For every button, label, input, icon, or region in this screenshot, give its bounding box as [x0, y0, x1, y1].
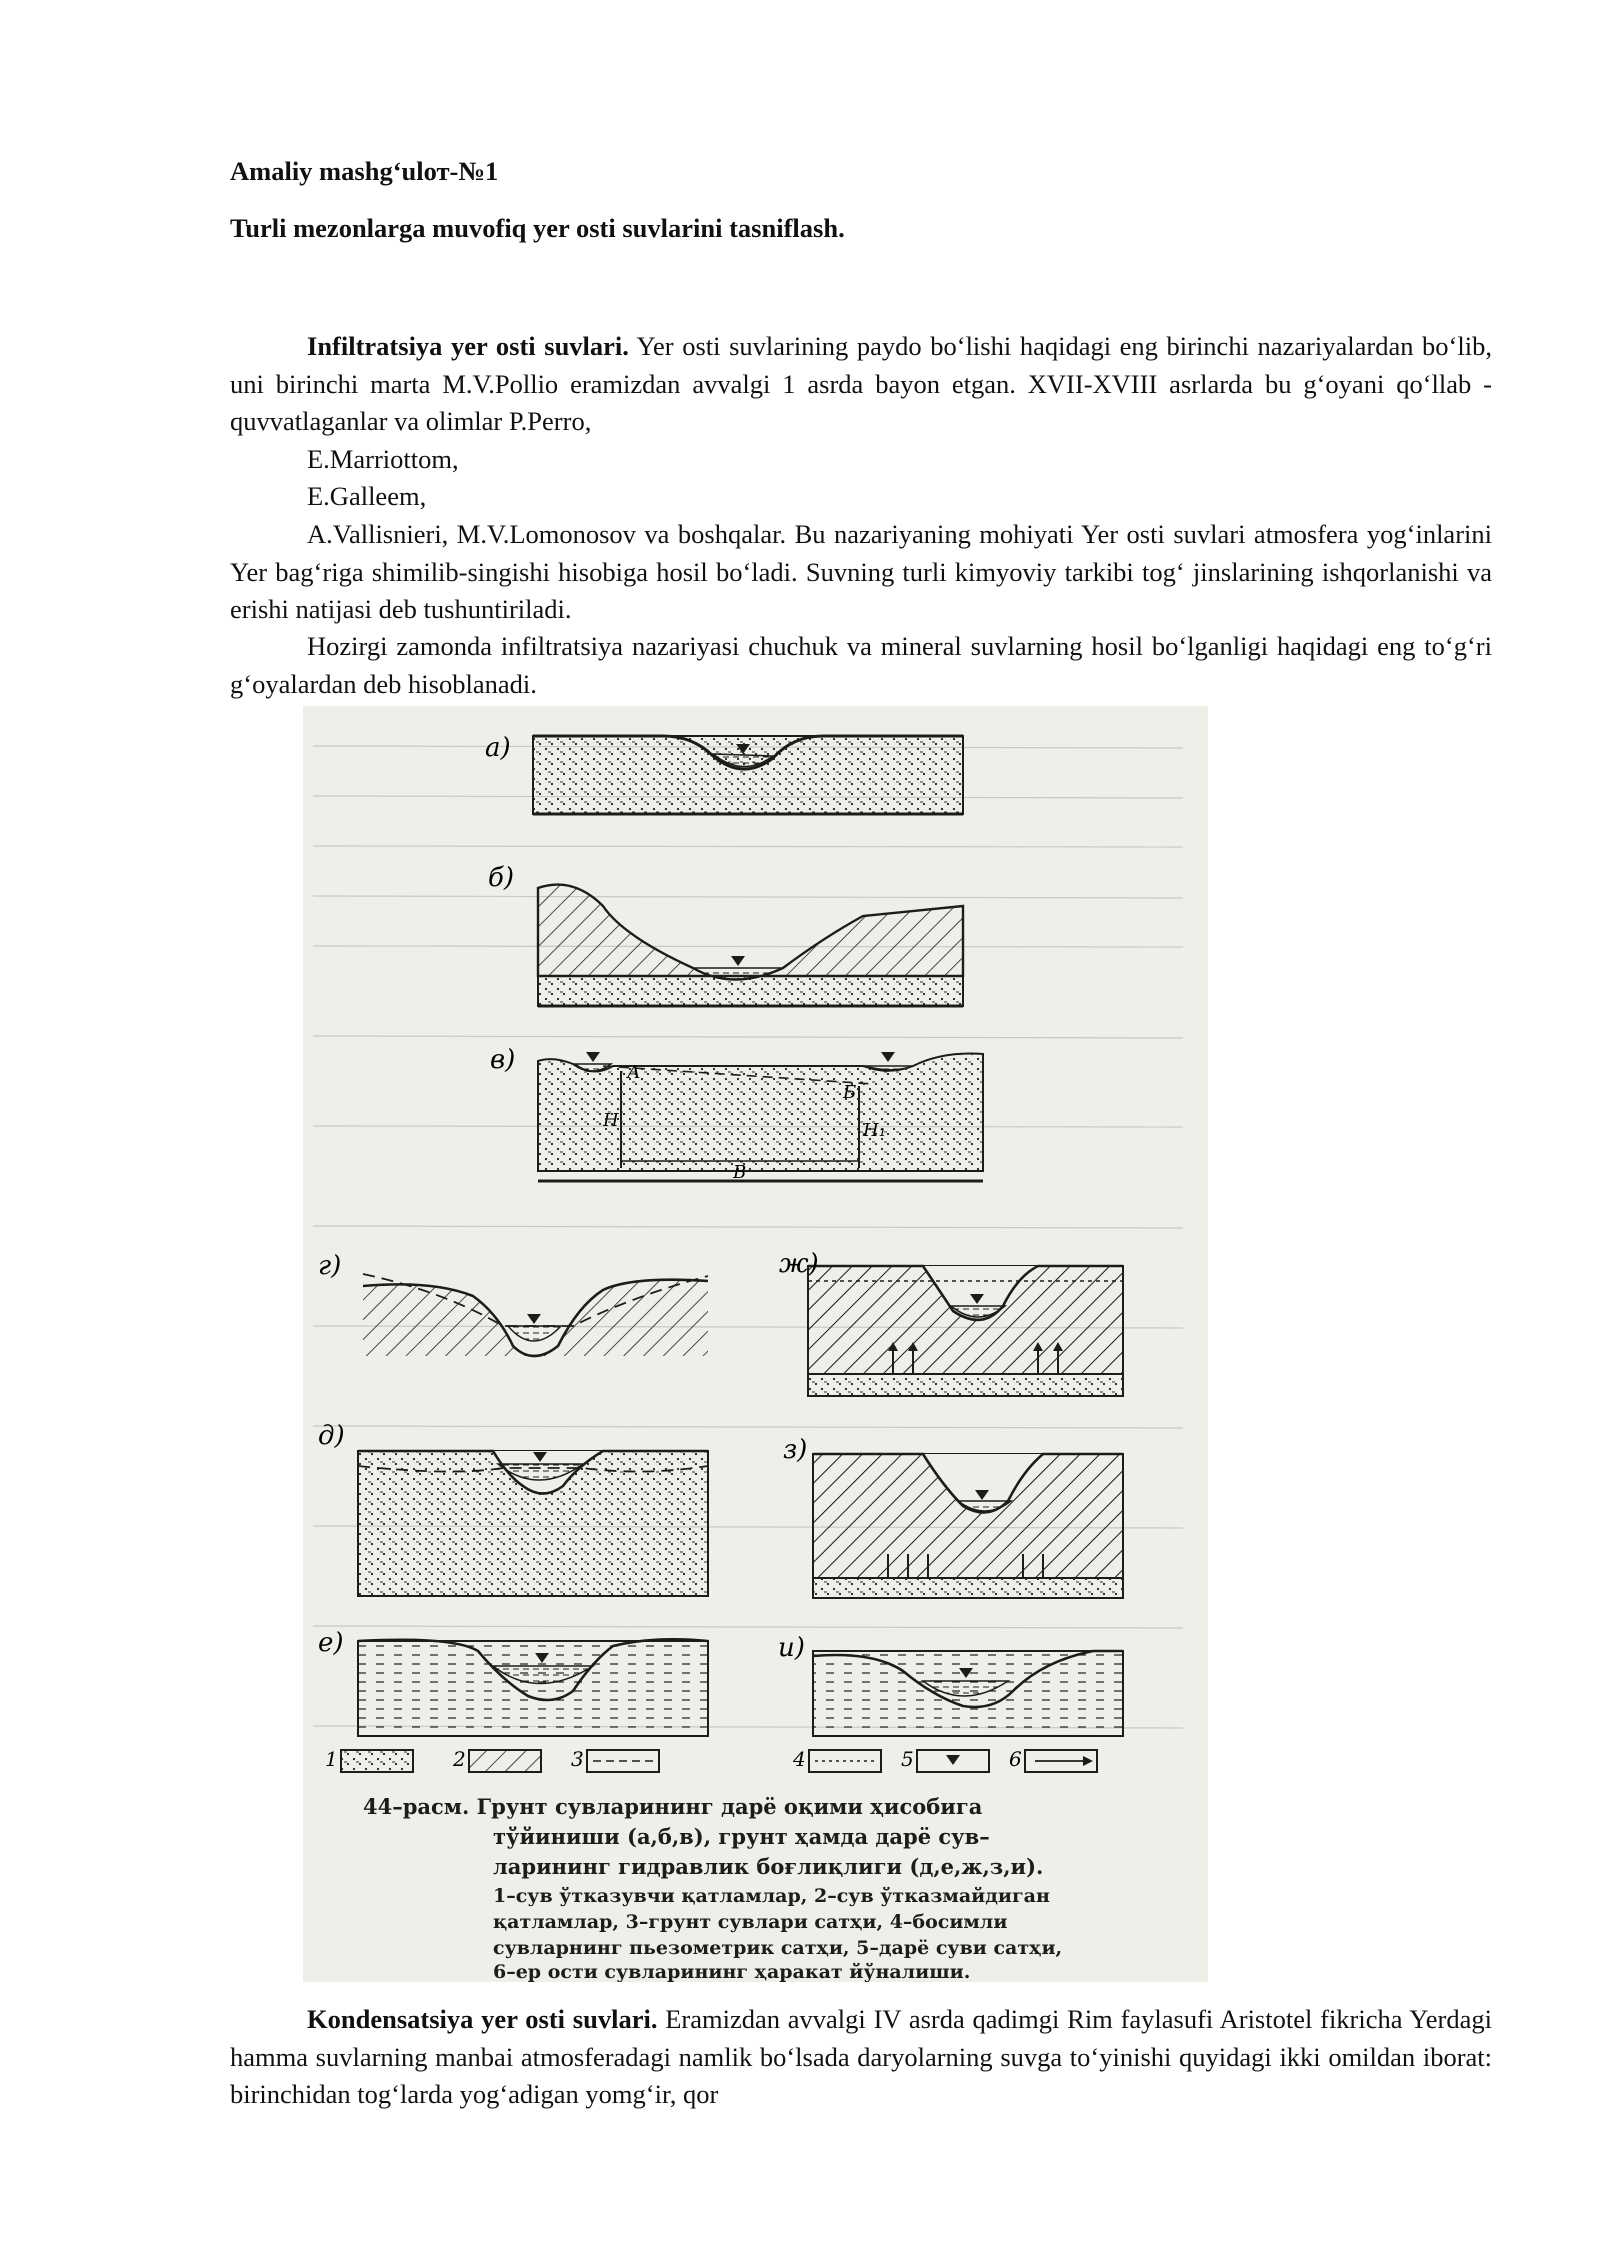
- paragraph-infiltration-intro: [230, 328, 1492, 441]
- caption-line-3: ларининг гидравлик боғлиқлиги (д,е,ж,з,и).: [493, 1854, 1044, 1879]
- caption-line-4: 1–сув ўтказувчи қатламлар, 2–сув ўтказмайдиган: [493, 1885, 1050, 1907]
- figure-svg: [303, 706, 1208, 1982]
- infiltration-lead: Infiltratsiya yer osti suvlari.: [307, 331, 629, 361]
- point-label-h: Н: [603, 1110, 619, 1131]
- paragraph-condensation: [230, 2001, 1492, 2114]
- caption-line-2: тўйиниши (а,б,в), грунт ҳамда дарё сув–: [493, 1824, 990, 1849]
- page-subtitle: Turli mezonlarga muvofiq yer osti suvlarini tasniflash.: [230, 213, 845, 243]
- page-title: Amaliy mashg‘ulот-№1: [230, 156, 499, 186]
- legend-num-4: 4: [793, 1747, 806, 1771]
- panel-label-v: в): [490, 1045, 516, 1075]
- legend-num-3: 3: [571, 1747, 584, 1771]
- panel-label-a: а): [485, 733, 511, 763]
- paragraph-infiltration-theory: A.Vallisnieri, M.V.Lomonosov va boshqalar. Bu nazariyaning mohiyati Yer osti suvlari atmosfera yog‘inlarini Yer bag‘riga shimilib-singishi hisobiga hosil bo‘ladi. Suvning turli kimyoviy tarkibi tog‘ jinslarining ishqorlanishi va erishi natijasi deb tushuntiriladi.: [230, 519, 1492, 624]
- point-label-v: В: [733, 1162, 747, 1183]
- legend-num-6: 6: [1009, 1747, 1022, 1771]
- point-label-a: А: [627, 1062, 641, 1083]
- point-label-h1: Н₁: [863, 1120, 886, 1141]
- panel-label-g: г): [318, 1251, 342, 1281]
- caption-line-6: сувларнинг пьезометрик сатҳи, 5–дарё суви сатҳи,: [493, 1937, 1063, 1959]
- panel-label-d: д): [318, 1421, 345, 1451]
- legend-num-1: 1: [325, 1747, 338, 1771]
- figure-groundwater-diagram: [303, 706, 1208, 1982]
- panel-e: [318, 1628, 708, 1736]
- panel-z: [783, 1435, 1123, 1598]
- panel-label-i: и): [778, 1633, 805, 1663]
- legend-num-5: 5: [901, 1747, 914, 1771]
- legend-num-2: 2: [453, 1747, 466, 1771]
- condensation-text: Eramizdan avvalgi IV asrda qadimgi Rim faylasufi Aristotel fikricha Yerdagi hamma suvlarning manbai atmosferadagi namlik bo‘lsada daryolarning suvga to‘yinishi quyidagi ikki omildan iborat: birinchidan tog‘larda yog‘adigan yomg‘ir, qor: [230, 2004, 1493, 2109]
- panel-label-z: з): [783, 1435, 808, 1465]
- panel-zh: [779, 1249, 1123, 1396]
- scientist-name-2: E.Galleem,: [307, 481, 427, 511]
- panel-label-zh: ж): [779, 1249, 819, 1279]
- caption-line-5: қатламлар, 3–грунт сувлари сатҳи, 4–босимли: [493, 1911, 1008, 1933]
- caption-line-1: 44–расм. Грунт сувларининг дарё оқими ҳисобига: [363, 1794, 983, 1819]
- point-label-b: Б: [843, 1082, 857, 1103]
- condensation-lead: Kondensatsiya yer osti suvlari.: [307, 2004, 658, 2034]
- scientist-name-1: E.Marriottom,: [307, 444, 459, 474]
- paragraph-infiltration-modern: Hozirgi zamonda infiltratsiya nazariyasi chuchuk va mineral suvlarning hosil bo‘lganligi haqidagi eng to‘g‘ri g‘oyalardan deb hisoblanadi.: [230, 631, 1492, 699]
- panel-a: [485, 733, 963, 814]
- panel-label-e: е): [318, 1628, 344, 1658]
- caption-line-7: 6–ер ости сувларининг ҳаракат йўналиши.: [493, 1961, 971, 1982]
- panel-v: [490, 1045, 983, 1183]
- infiltration-text-1: Yer osti suvlarining paydo bo‘lishi haqidagi eng birinchi nazariyalardan bo‘lib, uni birinchi marta M.V.Pollio eramizdan avvalgi 1 asrda bayon etgan. XVII-XVIII asrlarda bu g‘oyani qo‘llab - quvvatlaganlar va olimlar P.Perro,: [230, 331, 1492, 436]
- panel-label-b: б): [488, 863, 515, 893]
